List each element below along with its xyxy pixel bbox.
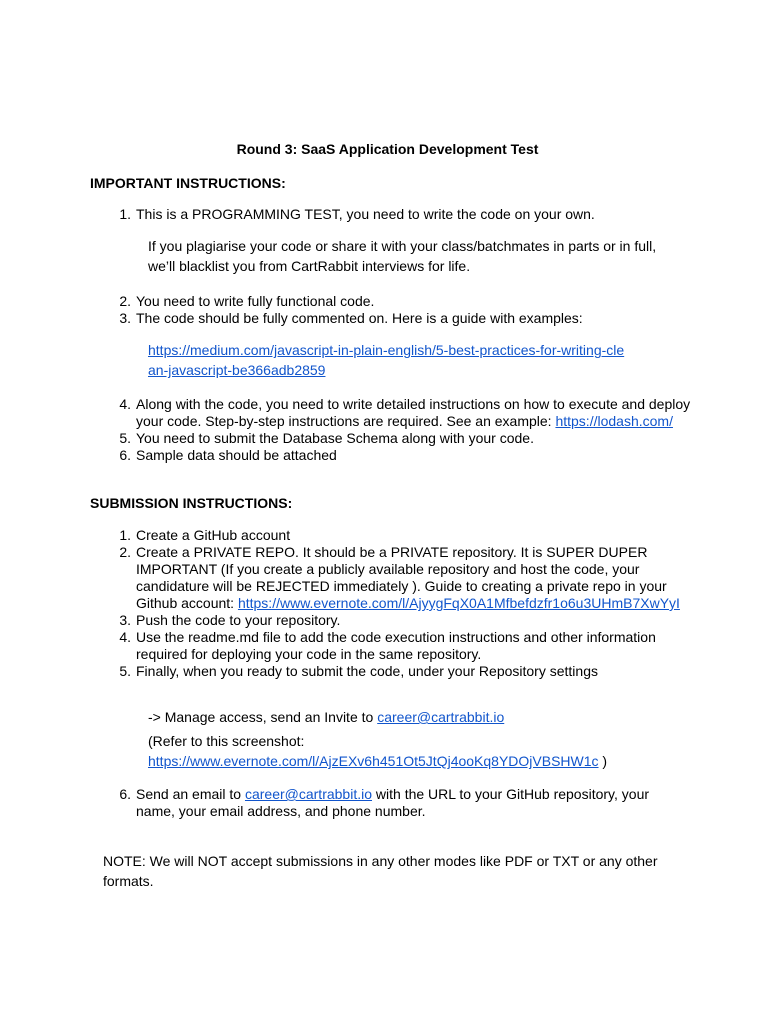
list-number: 6. [119, 447, 131, 463]
list-item-text: You need to write fully functional code. [136, 293, 375, 309]
list-item-text [136, 786, 691, 820]
refer-screenshot-block [148, 731, 668, 771]
list-number: 5. [119, 430, 131, 446]
important-heading: IMPORTANT INSTRUCTIONS: [90, 175, 286, 191]
important-list-part2 [111, 293, 691, 327]
submission-list-part1 [111, 527, 691, 680]
important-list-part1 [111, 206, 691, 223]
list-item-text: You need to submit the Database Schema along with your code. [136, 430, 534, 446]
manage-access-line [148, 707, 668, 727]
item-text: Create a PRIVATE REPO. It should be a PRIVATE repository. It is SUPER DUPER IMPORTANT (If you create a publicly available repository and host the code, your candidature will be REJECTED immediately ). Guide to creating a private repo in your Github account: [136, 544, 667, 611]
list-number: 1. [119, 527, 131, 543]
list-item-text: This is a PROGRAMMING TEST, you need to write the code on your own. [136, 206, 595, 222]
refer-text: (Refer to this screenshot: [148, 733, 305, 749]
list-number: 4. [119, 396, 131, 412]
item-text: Along with the code, you need to write detailed instructions on how to execute and deploy your code. Step-by-step instructions are required. See an example: [136, 396, 691, 429]
guide-link[interactable]: https://medium.com/javascript-in-plain-english/5-best-practices-for-writing-clean-javascript-be366adb2859 [148, 342, 625, 378]
list-item [111, 786, 691, 820]
evernote-screenshot-link[interactable]: https://www.evernote.com/l/AjzEXv6h451Ot5JtQj4ooKq8YDOjVBSHW1c [148, 753, 599, 769]
list-number: 3. [119, 612, 131, 628]
list-number: 1. [119, 206, 131, 222]
lodash-link[interactable]: https://lodash.com/ [555, 413, 673, 429]
list-item [111, 206, 691, 223]
item-text-prefix: Send an email to [136, 786, 245, 802]
list-number: 3. [119, 310, 131, 326]
evernote-private-repo-link[interactable]: https://www.evernote.com/l/AjyygFqX0A1Mfbefdzfr1o6u3UHmB7XwYyI [237, 595, 680, 611]
list-item [111, 396, 691, 430]
list-number: 2. [119, 544, 131, 560]
list-number: 4. [119, 629, 131, 645]
refer-link-line [148, 751, 668, 771]
submission-heading: SUBMISSION INSTRUCTIONS: [90, 495, 293, 511]
list-item-text: Finally, when you ready to submit the code, under your Repository settings [136, 663, 598, 679]
list-item-text: Sample data should be attached [136, 447, 337, 463]
list-item-text: Push the code to your repository. [136, 612, 341, 628]
guide-link-block [148, 340, 628, 380]
list-item [111, 293, 691, 310]
submission-list-part2 [111, 786, 691, 820]
list-item [111, 430, 691, 447]
list-item [111, 310, 691, 327]
list-item [111, 629, 691, 663]
note-text: NOTE: We will NOT accept submissions in any other modes like PDF or TXT or any other formats. [103, 853, 658, 889]
list-number: 2. [119, 293, 131, 309]
list-number: 5. [119, 663, 131, 679]
list-item [111, 544, 691, 612]
list-item-text [136, 396, 691, 430]
refer-close: ) [598, 753, 608, 769]
important-list-part3 [111, 396, 691, 464]
manage-access-text: -> Manage access, send an Invite to [148, 709, 378, 725]
list-item-text [136, 544, 691, 612]
career-email-link[interactable]: career@cartrabbit.io [244, 786, 373, 802]
plagiarism-warning: If you plagiarise your code or share it with your class/batchmates in parts or in full, we’ll blacklist you from CartRabbit interviews for life. [148, 238, 657, 274]
list-item-text: Create a GitHub account [136, 527, 291, 543]
list-item [111, 447, 691, 464]
list-number: 6. [119, 786, 131, 802]
list-item [111, 527, 691, 544]
list-item [111, 612, 691, 629]
career-email-link[interactable]: career@cartrabbit.io [377, 709, 505, 725]
list-item-text: The code should be fully commented on. Here is a guide with examples: [136, 310, 583, 326]
item-text-suffix: with the URL to your GitHub repository, your name, your email address, and phone number. [136, 786, 650, 819]
page-title: Round 3: SaaS Application Development Test [236, 141, 539, 157]
list-item [111, 663, 691, 680]
list-item-text: Use the readme.md file to add the code execution instructions and other information required for deploying your code in the same repository. [136, 629, 656, 662]
